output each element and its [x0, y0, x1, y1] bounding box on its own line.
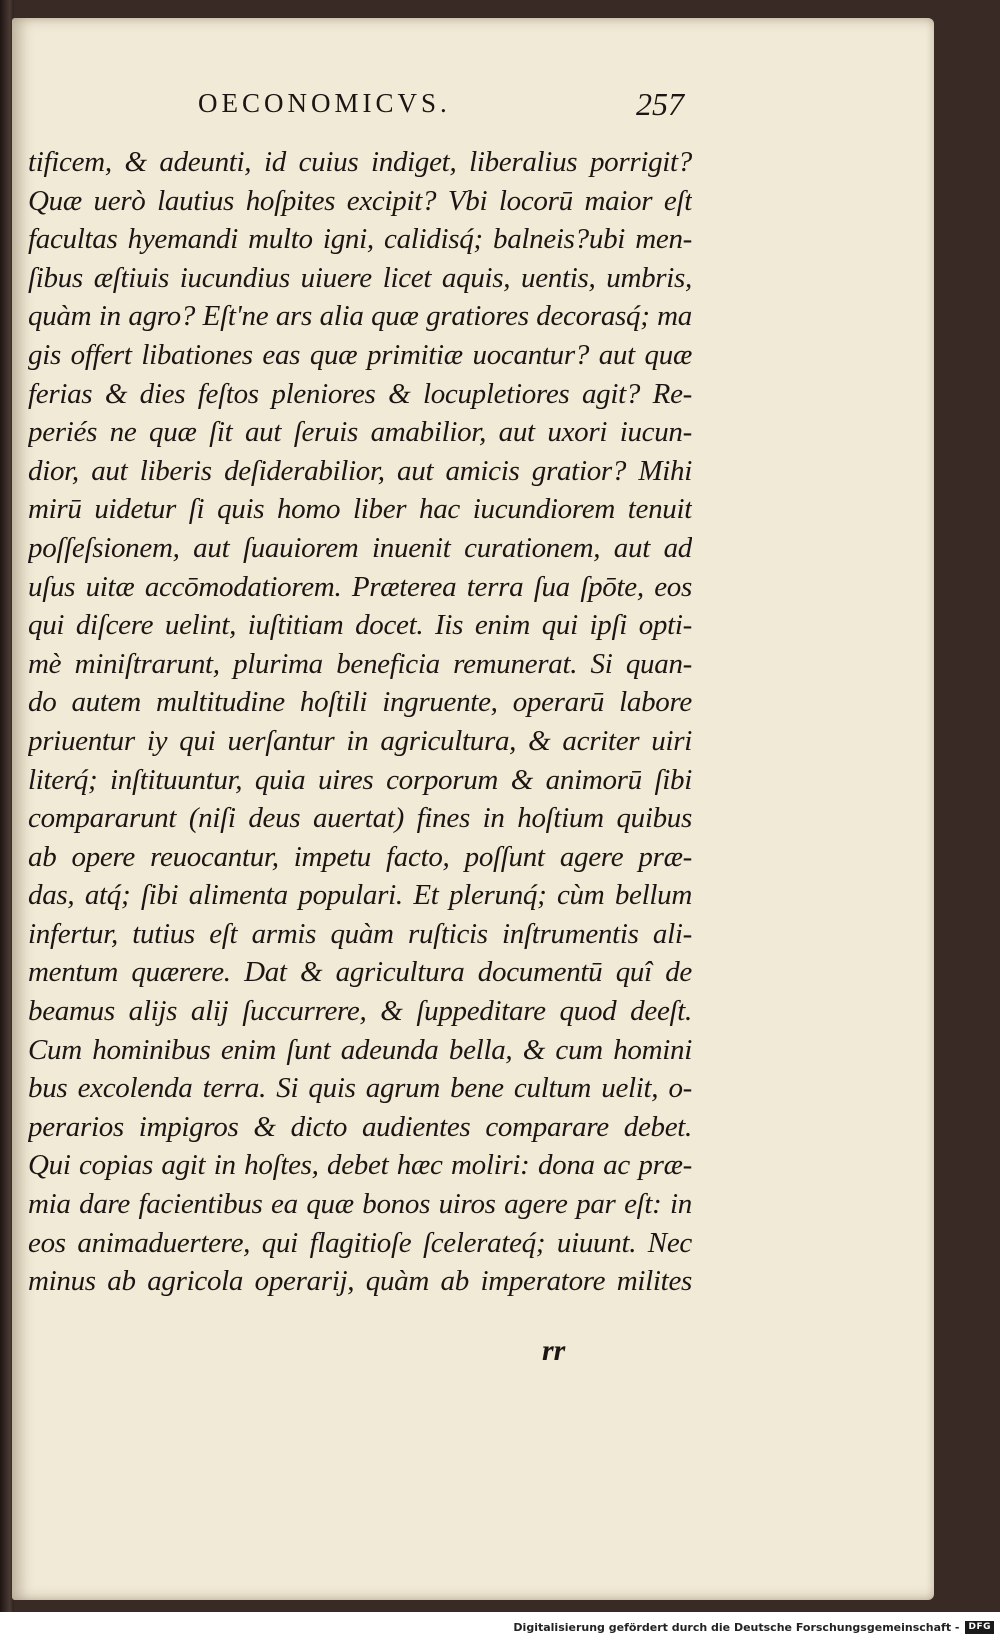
text-line: mia dare facientibus ea quæ bonos uiros agere par eſt: in: [28, 1188, 692, 1221]
text-line: eos animaduertere, qui flagitioſe ſcelerateq́; uiuunt. Nec: [28, 1226, 692, 1259]
dfg-logo-icon: DFG: [965, 1621, 994, 1634]
text-line: tificem, & adeunti, id cuius indiget, liberalius porrigit?: [28, 146, 692, 178]
text-line: qui diſcere uelint, iuſtitiam docet. Iis enim qui ipſi opti-: [28, 609, 692, 642]
text-line: Cum hominibus enim ſunt adeunda bella, & cum homini: [28, 1033, 692, 1066]
text-line: priuentur iy qui uerſantur in agricultura, & acriter uiri: [28, 724, 692, 757]
text-line: facultas hyemandi multo igni, calidisq́; balneis?ubi men-: [28, 223, 692, 256]
text-line: dior, aut liberis deſiderabilior, aut amicis gratior? Mihi: [28, 454, 692, 487]
digitization-footer: [513, 1617, 994, 1637]
text-line: infertur, tutius eſt armis quàm ruſticis inſtrumentis ali-: [28, 917, 692, 950]
footer-credit: Digitalisierung gefördert durch die Deutsche Forschungsgemeinschaft -: [513, 1620, 960, 1634]
text-line: compararunt (niſi deus auertat) fines in hoſtium quibus: [28, 802, 692, 835]
text-line: perarios impigros & dicto audientes comparare debet.: [28, 1110, 692, 1143]
text-line: uſus uitæ accōmodatiorem. Præterea terra ſua ſpōte, eos: [28, 570, 692, 603]
page-number: 257: [636, 86, 684, 122]
text-line: Qui copias agit in hoſtes, debet hæc moliri: dona ac præ-: [28, 1149, 692, 1182]
running-head: OECONOMICVS.: [198, 88, 451, 118]
text-line: literq́; inſtituuntur, quia uires corporum & animorū ſibi: [28, 763, 692, 796]
text-line: periés ne quæ ſit aut ſeruis amabilior, aut uxori iucun-: [28, 416, 692, 449]
text-line: ferias & dies feſtos pleniores & locupletiores agit? Re-: [28, 377, 692, 410]
text-line: das, atq́; ſibi alimenta populari. Et plerunq́; cùm bellum: [28, 879, 692, 912]
text-line: beamus alijs alij ſuccurrere, & ſuppeditare quod deeſt.: [28, 995, 692, 1028]
text-line: poſſeſsionem, aut ſuauiorem inuenit curationem, aut ad: [28, 531, 692, 564]
text-line: ab opere reuocantur, impetu facto, poſſunt agere præ-: [28, 840, 692, 873]
text-line: mirū uidetur ſi quis homo liber hac iucundiorem tenuit: [28, 493, 692, 526]
book-page: [12, 18, 934, 1600]
text-line: quàm in agro? Eſt'ne ars alia quæ gratiores decorasq́; ma: [28, 300, 692, 333]
text-line: mè miniſtrarunt, plurima beneficia remunerat. Si quan-: [28, 647, 692, 680]
body-text: [28, 143, 692, 1301]
text-line: mentum quærere. Dat & agricultura documentū quî de: [28, 956, 692, 989]
text-line: bus excolenda terra. Si quis agrum bene cultum uelit, o-: [28, 1072, 692, 1105]
text-line: gis offert libationes eas quæ primitiæ uocantur? aut quæ: [28, 338, 692, 371]
signature-mark: rr: [542, 1334, 566, 1367]
text-line: Quæ uerò lautius hoſpites excipit? Vbi locorū maior eſt: [28, 184, 692, 217]
text-line: minus ab agricola operarij, quàm ab imperatore milites: [28, 1265, 692, 1298]
text-line: ſibus æſtiuis iucundius uiuere licet aquis, uentis, umbris,: [28, 261, 692, 294]
text-line: do autem multitudine hoſtili ingruente, operarū labore: [28, 686, 692, 719]
